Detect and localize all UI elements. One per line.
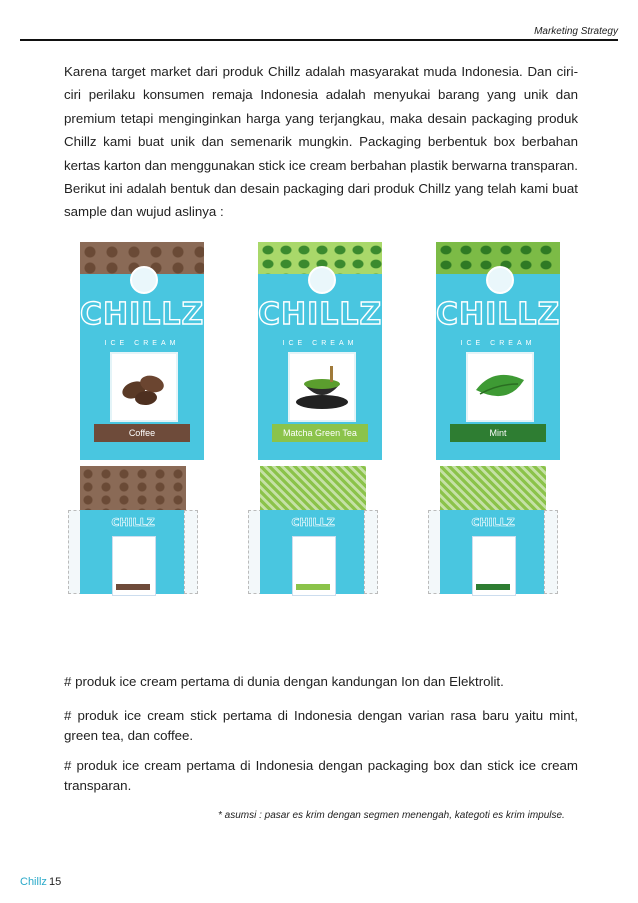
net-brand: CHILLZ xyxy=(111,516,155,529)
footnote: * asumsi : pasar es krim dengan segmen menengah, kategoti es krim impulse. xyxy=(218,810,565,821)
package-brand: CHILLZ xyxy=(80,297,204,332)
product-window xyxy=(288,352,356,422)
bullet-point: # produk ice cream pertama di dunia dengan kandungan Ion dan Elektrolit. xyxy=(64,674,504,689)
package-subtitle: ICE CREAM xyxy=(104,340,180,347)
flavor-label: Mint xyxy=(450,424,546,442)
package-brand: CHILLZ xyxy=(436,297,560,332)
bullet-point: # produk ice cream pertama di Indonesia dengan packaging box dan stick ice cream transparan. xyxy=(64,758,578,793)
page-number: 15 xyxy=(49,876,62,888)
net-flavor-label xyxy=(476,584,510,590)
flavor-label: Matcha Green Tea xyxy=(272,424,368,442)
matcha-cup-icon xyxy=(290,354,354,420)
net-flavor-label xyxy=(116,584,150,590)
net-top-flap xyxy=(440,466,546,510)
flavor-label: Coffee xyxy=(94,424,190,442)
product-window xyxy=(466,352,534,422)
box-net-coffee xyxy=(68,466,198,614)
brand-logo-icon xyxy=(486,266,514,294)
package-brand: CHILLZ xyxy=(258,297,382,332)
package-subtitle: ICE CREAM xyxy=(282,340,358,347)
package-mint xyxy=(436,242,560,460)
brand-logo-icon xyxy=(308,266,336,294)
net-brand: CHILLZ xyxy=(471,516,515,529)
package-coffee xyxy=(80,242,204,460)
brand-logo-icon xyxy=(130,266,158,294)
package-matcha xyxy=(258,242,382,460)
product-window xyxy=(110,352,178,422)
mint-leaf-icon xyxy=(468,354,532,420)
net-brand: CHILLZ xyxy=(291,516,335,529)
box-net-matcha xyxy=(248,466,378,614)
net-flavor-label xyxy=(296,584,330,590)
package-subtitle: ICE CREAM xyxy=(460,340,536,347)
coffee-beans-icon xyxy=(112,354,176,420)
box-net-mint xyxy=(428,466,558,614)
net-top-flap xyxy=(260,466,366,510)
header-divider xyxy=(20,39,618,41)
intro-paragraph: Karena target market dari produk Chillz adalah masyarakat muda Indonesia. Dan ciri-ciri perilaku konsumen remaja Indonesia adalah menyukai barang yang unik dan premium tetapi menginginkan harga yang terjangkau, maka desain packaging produk Chillz kami buat unik dan semenarik mungkin. Packaging berbentuk box berbahan kertas karton dan menggunakan stick ice cream berbahan plastik berwarna transparan. Berikut ini adalah bentuk dan desain packaging dari produk Chillz yang telah kami buat sample dan wujud aslinya : xyxy=(64,64,578,220)
footer-brand: Chillz xyxy=(20,876,47,888)
bullet-point: # produk ice cream stick pertama di Indonesia dengan varian rasa baru yaitu mint, green tea, dan coffee. xyxy=(64,708,578,743)
section-title: Marketing Strategy xyxy=(534,26,618,37)
net-top-flap xyxy=(80,466,186,510)
